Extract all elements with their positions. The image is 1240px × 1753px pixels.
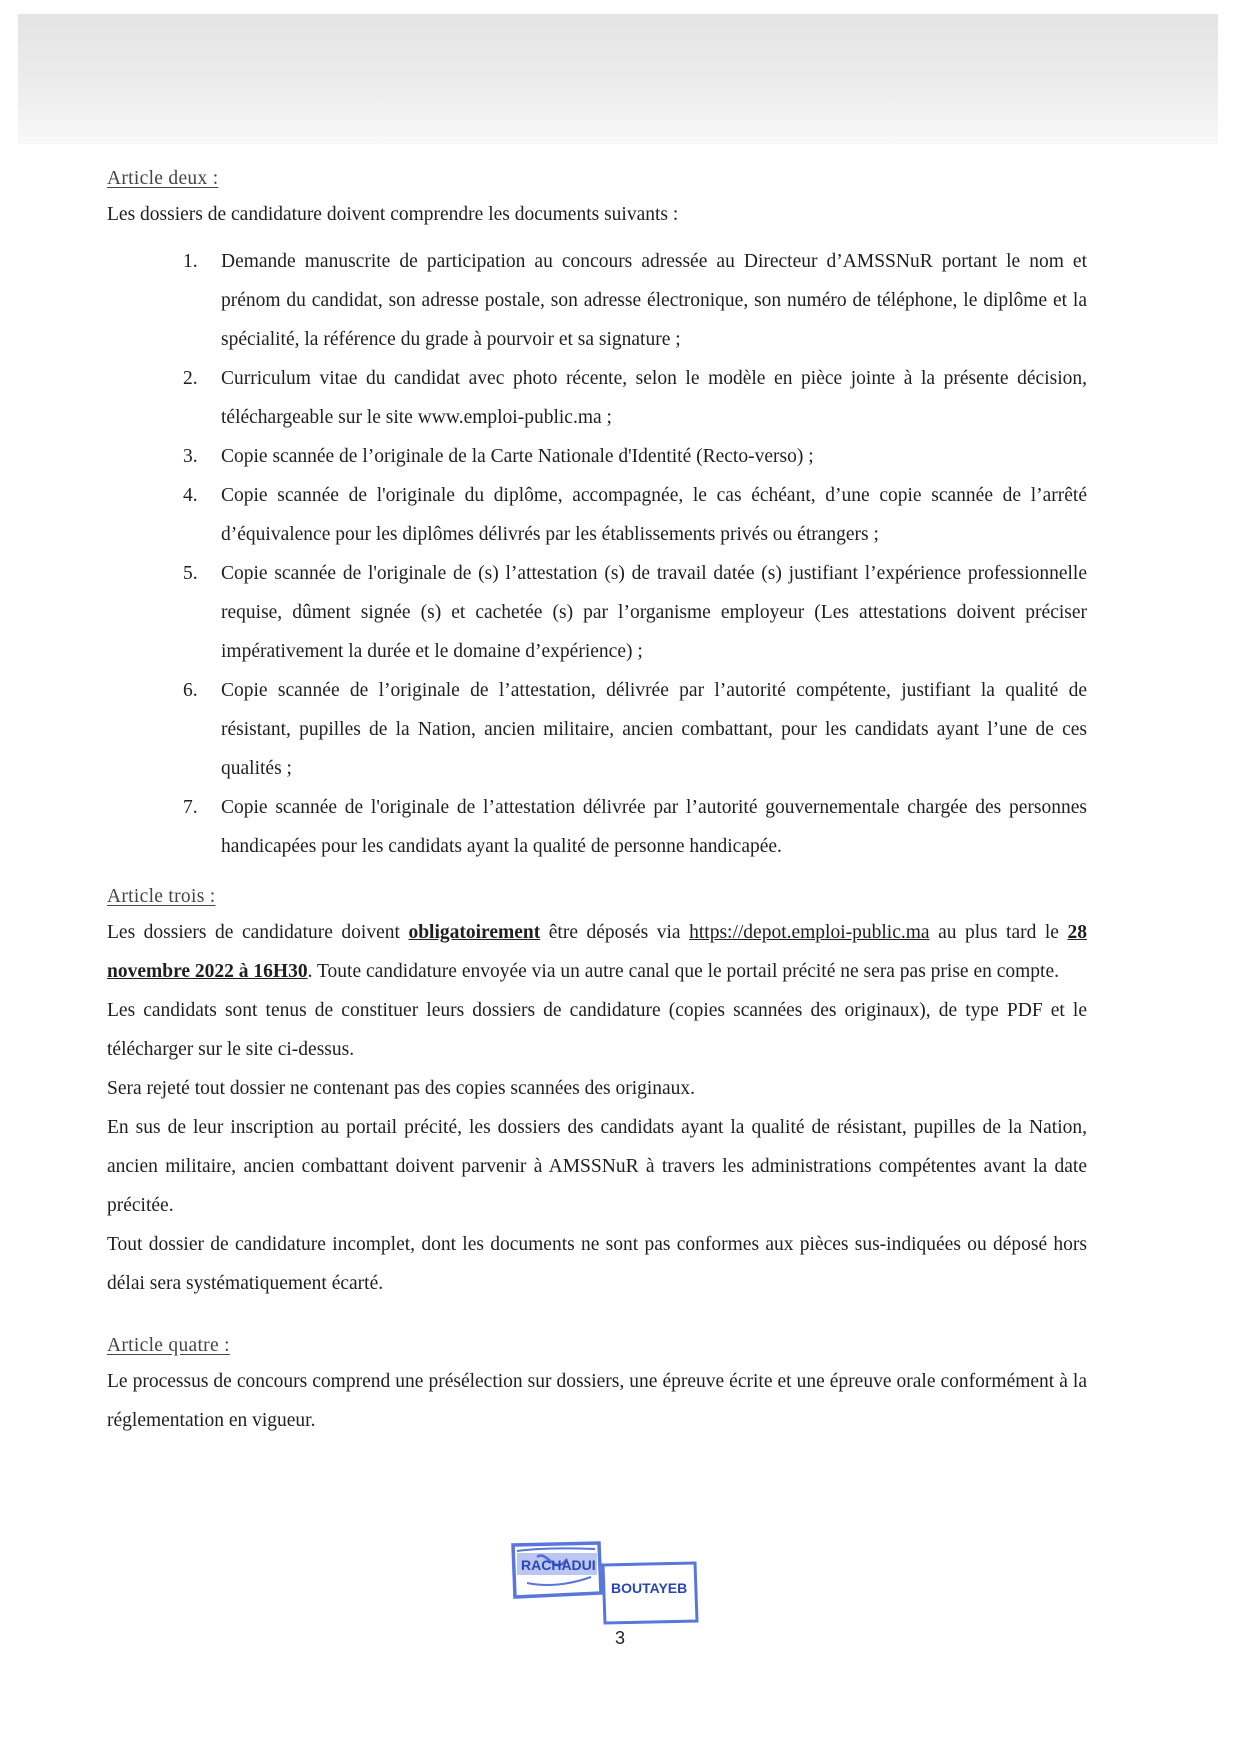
- list-item: 6. Copie scannée de l’originale de l’attestation, délivrée par l’autorité compétente, justifiant la qualité de résistant, pupilles de la Nation, ancien militaire, ancien combattant, pour les candidats ayant l’une de ces qualités ;: [183, 680, 1087, 779]
- list-item: 4. Copie scannée de l'originale du diplôme, accompagnée, le cas échéant, d’une copie scannée de l’arrêté d’équivalence pour les diplômes délivrés par les établissements privés ou étrangers ;: [183, 485, 1087, 545]
- depot-portal-link[interactable]: https://depot.emploi-public.ma: [689, 922, 930, 943]
- list-item: 7. Copie scannée de l'originale de l’attestation délivrée par l’autorité gouvernementale chargée des personnes handicapées pour les candidats ayant la qualité de personne handicapée.: [183, 797, 1087, 857]
- article-three-deposit-paragraph: Les dossiers de candidature doivent obligatoirement être déposés via https://depot.emploi-public.ma au plus tard le 28 novembre 2022 à 16H30. Toute candidature envoyée via un autre canal que le portail précité ne sera pas prise en compte.: [107, 922, 1087, 982]
- article-three-heading: Article trois :: [107, 886, 216, 907]
- deadline-date: 28 novembre 2022 à 16H30: [107, 922, 1087, 982]
- article-two-heading: Article deux :: [107, 168, 219, 189]
- page-number: 3: [614, 1628, 625, 1648]
- article-two-intro: Les dossiers de candidature doivent comprendre les documents suivants :: [107, 204, 679, 225]
- stamp-graphic: [507, 1537, 707, 1627]
- article-four-heading: Article quatre :: [107, 1335, 230, 1356]
- documents-list: [107, 242, 1087, 866]
- obligatoirement-emphasis: obligatoirement: [408, 922, 541, 943]
- svg-text:RACHADUI: RACHADUI: [521, 1557, 596, 1573]
- signature-stamps: [507, 1537, 707, 1627]
- list-item: 5. Copie scannée de l'originale de (s) l’attestation (s) de travail datée (s) justifiant l’expérience professionnelle requise, dûment signée (s) et cachetée (s) par l’organisme employeur (Les attestations doivent préciser impérativement la durée et le domaine d’expérience) ;: [183, 563, 1087, 662]
- document-page: [107, 162, 1087, 1440]
- list-item: 3. Copie scannée de l’originale de la Carte Nationale d'Identité (Recto-verso) ;: [183, 446, 814, 467]
- article-four-paragraph: Le processus de concours comprend une présélection sur dossiers, une épreuve écrite et une épreuve orale conformément à la réglementation en vigueur.: [107, 1371, 1087, 1431]
- article-three-special-candidates-paragraph: En sus de leur inscription au portail précité, les dossiers des candidats ayant la qualité de résistant, pupilles de la Nation, ancien militaire, ancien combattant doivent parvenir à AMSSNuR à travers les administrations compétentes avant la date précitée.: [107, 1117, 1087, 1216]
- list-item: 1. Demande manuscrite de participation au concours adressée au Directeur d’AMSSNuR portant le nom et prénom du candidat, son adresse postale, son adresse électronique, son numéro de téléphone, le diplôme et la spécialité, la référence du grade à pourvoir et sa signature ;: [183, 251, 1087, 350]
- article-three-pdf-paragraph: Les candidats sont tenus de constituer leurs dossiers de candidature (copies scannées des originaux), de type PDF et le télécharger sur le site ci-dessus.: [107, 1000, 1087, 1060]
- svg-text:BOUTAYEB: BOUTAYEB: [611, 1580, 688, 1596]
- list-item: 2. Curriculum vitae du candidat avec photo récente, selon le modèle en pièce jointe à la présente décision, téléchargeable sur le site www.emploi-public.ma ;: [183, 368, 1087, 428]
- scan-shadow: [18, 14, 1218, 144]
- article-three-incomplete-paragraph: Tout dossier de candidature incomplet, dont les documents ne sont pas conformes aux pièces sus-indiquées ou déposé hors délai sera systématiquement écarté.: [107, 1234, 1087, 1294]
- article-three-rejection-paragraph: Sera rejeté tout dossier ne contenant pas des copies scannées des originaux.: [107, 1078, 696, 1099]
